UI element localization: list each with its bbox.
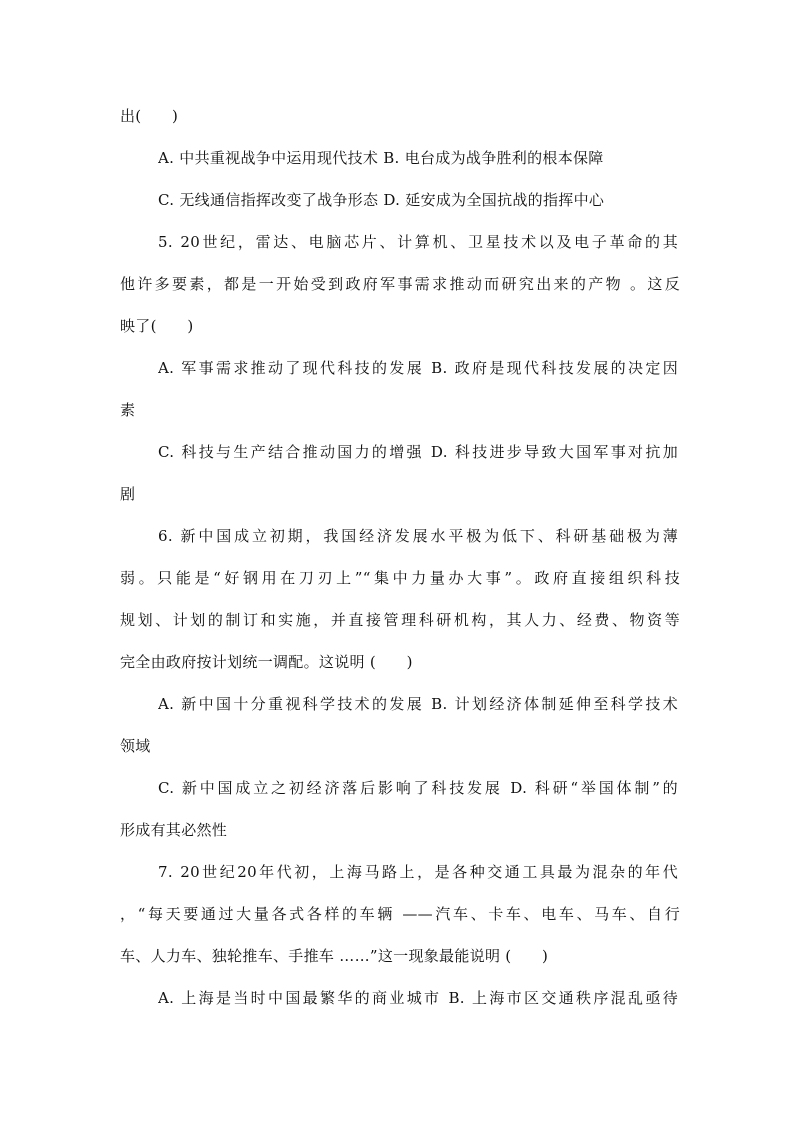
q4-options-cd: C. 无线通信指挥改变了战争形态 D. 延安成为全国抗战的指挥中心 bbox=[158, 191, 605, 209]
q7-stem-line2: ，“每天要通过大量各式各样的车辆 ——汽车、卡车、电车、马车、自行 bbox=[120, 905, 680, 923]
q5-stem-line1: 5. 20世纪，雷达、电脑芯片、计算机、卫星技术以及电子革命的其 bbox=[158, 233, 678, 251]
q6-stem-line4: 完全由政府按计划统一调配。这说明 ( ) bbox=[120, 653, 413, 671]
q5-options-ab: A. 军事需求推动了现代科技的发展 B. 政府是现代科技发展的决定因 bbox=[158, 359, 678, 377]
q4-stem-end: 出( ) bbox=[120, 107, 179, 125]
q6-options-cd: C. 新中国成立之初经济落后影响了科技发展 D. 科研“举国体制”的 bbox=[158, 779, 678, 797]
q5-options-cd-wrap: 剧 bbox=[120, 485, 136, 503]
q6-options-cd-wrap: 形成有其必然性 bbox=[120, 821, 228, 839]
q5-stem-line2: 他许多要素，都是一开始受到政府军事需求推动而研究出来的产物 。这反 bbox=[120, 275, 680, 293]
q5-options-cd: C. 科技与生产结合推动国力的增强 D. 科技进步导致大国军事对抗加 bbox=[158, 443, 678, 461]
q7-stem-line3: 车、人力车、独轮推车、手推车 ……”这一现象最能说明 ( ) bbox=[120, 947, 549, 965]
q6-stem-line1: 6. 新中国成立初期，我国经济发展水平极为低下、科研基础极为薄 bbox=[158, 527, 678, 545]
q7-stem-line1: 7. 20世纪20年代初，上海马路上，是各种交通工具最为混杂的年代 bbox=[158, 863, 678, 881]
q6-options-ab-wrap: 领域 bbox=[120, 737, 151, 755]
q6-stem-line3: 规划、计划的制订和实施，并直接管理科研机构，其人力、经费、物资等 bbox=[120, 611, 680, 629]
q5-options-ab-wrap: 素 bbox=[120, 401, 136, 419]
q6-stem-line2: 弱。只能是“好钢用在刀刃上”“集中力量办大事”。政府直接组织科技 bbox=[120, 569, 680, 587]
q5-stem-line3: 映了( ) bbox=[120, 317, 194, 335]
q6-options-ab: A. 新中国十分重视科学技术的发展 B. 计划经济体制延伸至科学技术 bbox=[158, 695, 678, 713]
q4-options-ab: A. 中共重视战争中运用现代技术 B. 电台成为战争胜利的根本保障 bbox=[158, 149, 604, 167]
q7-options-ab: A. 上海是当时中国最繁华的商业城市 B. 上海市区交通秩序混乱亟待 bbox=[158, 989, 678, 1007]
